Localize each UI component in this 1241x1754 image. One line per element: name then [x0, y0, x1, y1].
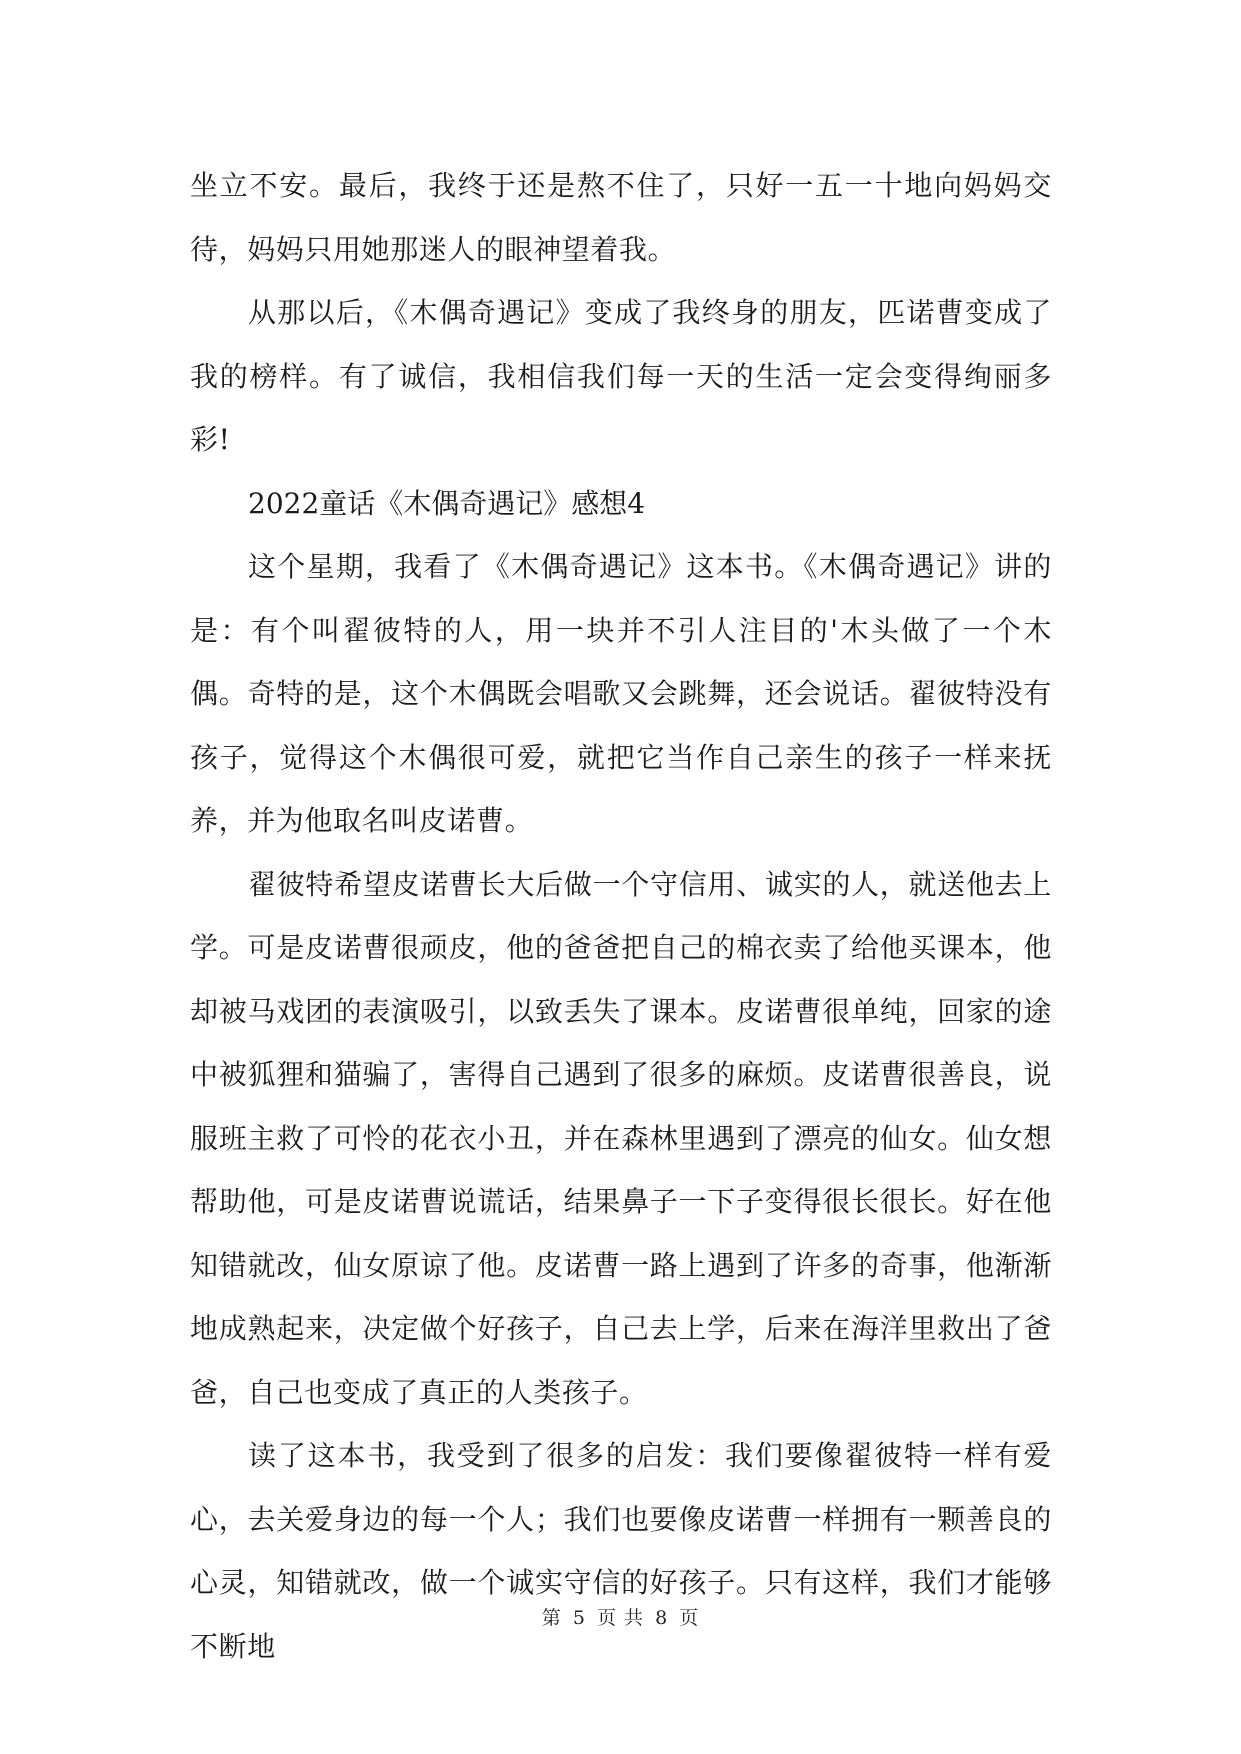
- footer-prefix: 第: [541, 1607, 562, 1629]
- paragraph-reflection: 读了这本书，我受到了很多的启发：我们要像翟彼特一样有爱心，去关爱身边的每一个人；我们也要像皮诺曹一样拥有一颗善良的心灵，知错就改，做一个诚实守信的好孩子。只有这样，我们才能够不断地: [190, 1439, 1052, 1663]
- paragraph-intro: 这个星期，我看了《木偶奇遇记》这本书。《木偶奇遇记》讲的是：有个叫翟彼特的人，用一块并不引人注目的'木头做了一个木偶。奇特的是，这个木偶既会唱歌又会跳舞，还会说话。翟彼特没有孩子，觉得这个木偶很可爱，就把它当作自己亲生的孩子一样来抚养，并为他取名叫皮诺曹。: [190, 550, 1052, 837]
- page-footer: [0, 1603, 1241, 1630]
- footer-current-page: 5: [572, 1607, 586, 1629]
- document-body: [190, 154, 1052, 1678]
- footer-mid: 页 共: [596, 1607, 645, 1629]
- paragraph-story: 翟彼特希望皮诺曹长大后做一个守信用、诚实的人，就送他去上学。可是皮诺曹很顽皮，他的爸爸把自己的棉衣卖了给他买课本，他却被马戏团的表演吸引，以致丢失了课本。皮诺曹很单纯，回家的途中被狐狸和猫骗了，害得自己遇到了很多的麻烦。皮诺曹很善良，说服班主救了可怜的花衣小丑，并在森林里遇到了漂亮的仙女。仙女想帮助他，可是皮诺曹说谎话，结果鼻子一下子变得很长很长。好在他知错就改，仙女原谅了他。皮诺曹一路上遇到了许多的奇事，他渐渐地成熟起来，决定做个好孩子，自己去上学，后来在海洋里救出了爸爸，自己也变成了真正的人类孩子。: [190, 867, 1052, 1409]
- paragraph-continuation: 坐立不安。最后，我终于还是熬不住了，只好一五一十地向妈妈交待，妈妈只用她那迷人的眼神望着我。: [190, 169, 1052, 266]
- section-heading: 2022童话《木偶奇遇记》感想4: [248, 486, 646, 520]
- footer-suffix: 页: [679, 1607, 700, 1629]
- paragraph-conclusion: 从那以后，《木偶奇遇记》变成了我终身的朋友，匹诺曹变成了我的榜样。有了诚信，我相信我们每一天的生活一定会变得绚丽多彩!: [190, 296, 1052, 456]
- footer-total-pages: 8: [655, 1607, 669, 1629]
